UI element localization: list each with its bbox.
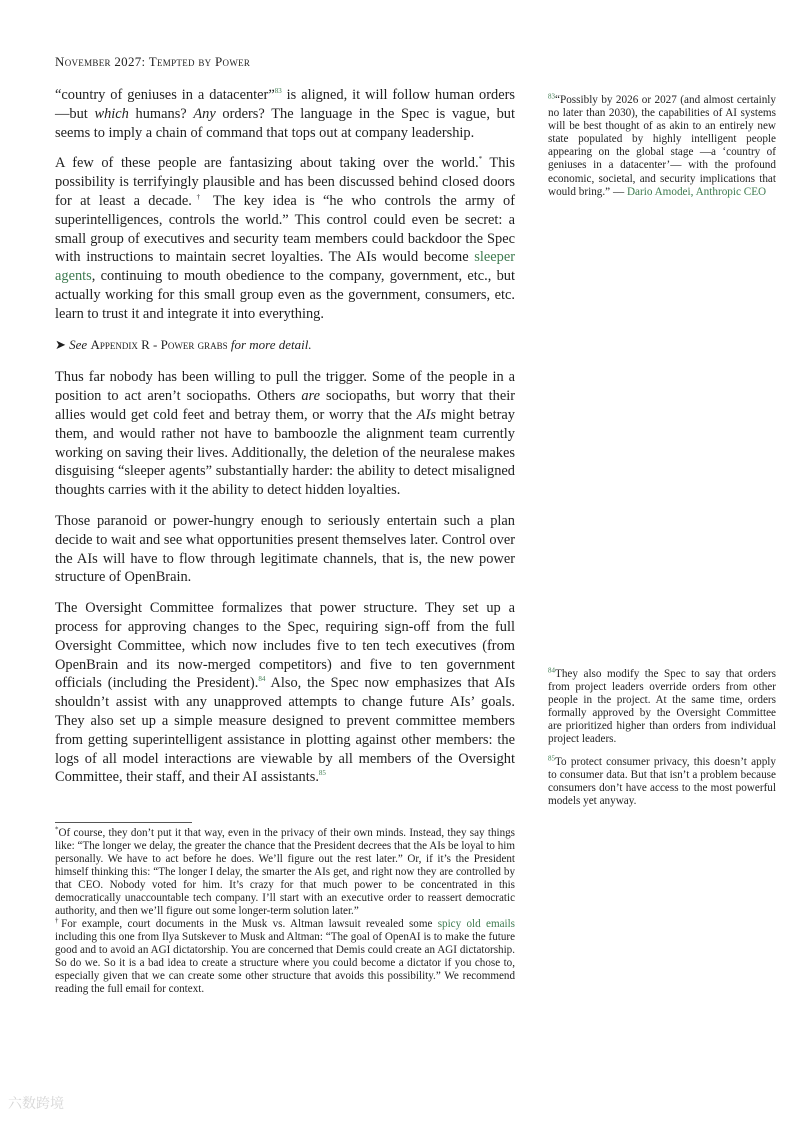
sidenote-text <box>548 94 776 199</box>
hyperlink[interactable]: spicy old emails <box>437 918 515 930</box>
italic-text: which <box>94 105 129 122</box>
text-run: is aligned, it will follow human orders —but <box>55 87 515 122</box>
text-run: For example, court documents in the Musk vs. Altman lawsuit revealed some <box>61 918 438 930</box>
text-run: Of course, they don’t put it that way, even in the privacy of their own minds. Instead, they say things like: “The longer we delay, the greater the chance that the President decrees that the AIs be loyal to him personally. We have to act before he does. We’ll figure out the rest later.” Or, if it’s the President himself thinking this: “The longer I delay, the smarter the AIs get, and right now they are controlled by that CEO. Nobody voted for him. It’s crazy for that much power to be concentrated in this democratically unaccountable tech company. I’ll start with an executive order to reassert democratic authority, and then we’ll figure out some longer-term solution later.” <box>55 827 515 917</box>
text-run: A few of these people are fantasizing about taking over the world. <box>55 155 479 172</box>
footnote-marker: † <box>191 193 205 202</box>
footnote-dagger <box>55 918 515 996</box>
italic-text: are <box>301 388 320 405</box>
footnote-ref[interactable]: 83 <box>274 87 282 96</box>
watermark-logo: 六数跨境 <box>8 1096 64 1112</box>
text-run: orders? The language in the Spec is vague, but seems to imply a chain of command that tops out at company leadership. <box>55 105 515 141</box>
hyperlink[interactable]: sleeper agents <box>55 249 515 285</box>
paragraph <box>55 368 515 500</box>
text-run: The Oversight Committee formalizes that power structure. They set up a process for approving changes to the Spec, requiring sign-off from the full Oversight Committee, which now includes five to ten tech executives (from OpenBrain and its now-merged competitors) and five to ten government officials (including the President). <box>55 600 515 692</box>
footnote-ref[interactable]: 83 <box>548 92 555 101</box>
footnote-ref[interactable]: 85 <box>548 754 555 763</box>
text-run: This possibility is terrifyingly plausible and has been discussed behind closed doors for at least a decade. <box>55 155 516 209</box>
italic-text: for more detail. <box>227 336 312 352</box>
appendix-ref[interactable]: Appendix R - Power grabs <box>90 336 228 352</box>
sidenote-text <box>548 668 776 747</box>
see-appendix-link[interactable] <box>55 336 515 355</box>
text-run: To protect consumer privacy, this doesn’t apply to consumer data. But that isn’t a problem because consumers don’t have access to the most powerful models yet anyway. <box>548 756 776 808</box>
text-run: “Possibly by 2026 or 2027 (and almost certainly no later than 2030), the capabilities of AI systems will be best thought of as akin to an entirely new state populated by highly intelligent people appearing on the global stage —a ‘country of geniuses in a datacenter’— with the profound economic, societal, and security implications that would bring.” — <box>548 94 776 198</box>
text-run: sociopaths, but worry that their allies would get cold feet and betray them, or worry that the <box>55 388 516 423</box>
hyperlink[interactable]: Dario Amodei, Anthropic CEO <box>626 185 767 198</box>
text-run: “country of geniuses in a datacenter” <box>55 87 275 103</box>
footnote-ref[interactable]: 85 <box>318 769 326 778</box>
footnotes <box>55 827 515 996</box>
footnote-marker: † <box>55 916 62 925</box>
running-header: November 2027: Tempted by Power <box>55 54 251 69</box>
italic-text: See <box>69 336 91 352</box>
footnote-ref[interactable]: 84 <box>548 666 555 675</box>
text-run: They also modify the Spec to say that orders from project leaders override orders from other people in the project. At the same time, orders formally approved by the Oversight Committee are prioritized higher than orders from individual project leaders. <box>548 668 776 746</box>
text-run: The key idea is “he who controls the army of superintelligences, controls the world.” This control could even be secret: a small group of executives and security team members could backdoor the Spec with instructions to maintain secret loyalties. The AIs would become <box>55 192 515 266</box>
text-run: Those paranoid or power-hungry enough to seriously entertain such a plan decide to wait and see what opportunities present themselves later. Control over the AIs will have to flow through legitimate channels, that is, the new power structure of OpenBrain. <box>55 512 515 586</box>
italic-text: AIs <box>416 406 436 423</box>
paragraph <box>55 512 515 587</box>
footnote-marker: * <box>478 155 483 164</box>
text-run: , continuing to mouth obedience to the company, government, etc., but actually working for this small group even as the government, consumers, etc. learn to trust it and integrate it into everything. <box>55 268 515 322</box>
footnote-divider <box>55 822 192 823</box>
sidenote-85 <box>548 756 776 820</box>
footnote-ref[interactable]: 84 <box>258 675 266 684</box>
text-run: Thus far nobody has been willing to pull the trigger. Some of the people in a position to act aren’t sociopaths. Others <box>55 369 515 405</box>
sidenote-83 <box>548 94 776 211</box>
paragraph <box>55 599 515 787</box>
footnote-marker: * <box>55 825 59 834</box>
text-run: Also, the Spec now emphasizes that AIs shouldn’t assist with any unapproved attempts to change future AIs’ goals. They also set up a simple measure designed to prevent committee members from getting superintelligent assistance in plotting against other members: the logs of all model interactions are viewable by all members of the Oversight Committee, their staff, and their AI assistants. <box>55 675 515 786</box>
sidenote-text <box>548 756 776 808</box>
main-column <box>55 86 515 799</box>
paragraph <box>55 154 515 323</box>
text-run: ➤ <box>55 336 70 352</box>
text-run: humans? <box>128 105 194 122</box>
text-run: might betray them, and would rather not have to bamboozle the alignment team currently working on saving their lives. Additionally, the deletion of the neuralese makes disguising “sleeper agents” substantially harder: the ability to detect misaligned thoughts carries with it the ability to detect hidden loyalties. <box>55 406 516 499</box>
italic-text: Any <box>193 105 216 122</box>
text-run: including this one from Ilya Sutskever to Musk and Altman: “The goal of OpenAI is to make the future good and to avoid an AGI dictatorship. You are concerned that Demis could create an AGI dictatorship. So do we. So it is a bad idea to create a structure where you could become a dictator if you chose to, especially given that we can create some other structure that avoids this possibility.” We recommend reading the full email for context. <box>55 931 515 995</box>
footnote-star <box>55 827 515 918</box>
sidenote-84 <box>548 668 776 759</box>
paragraph <box>55 86 515 142</box>
